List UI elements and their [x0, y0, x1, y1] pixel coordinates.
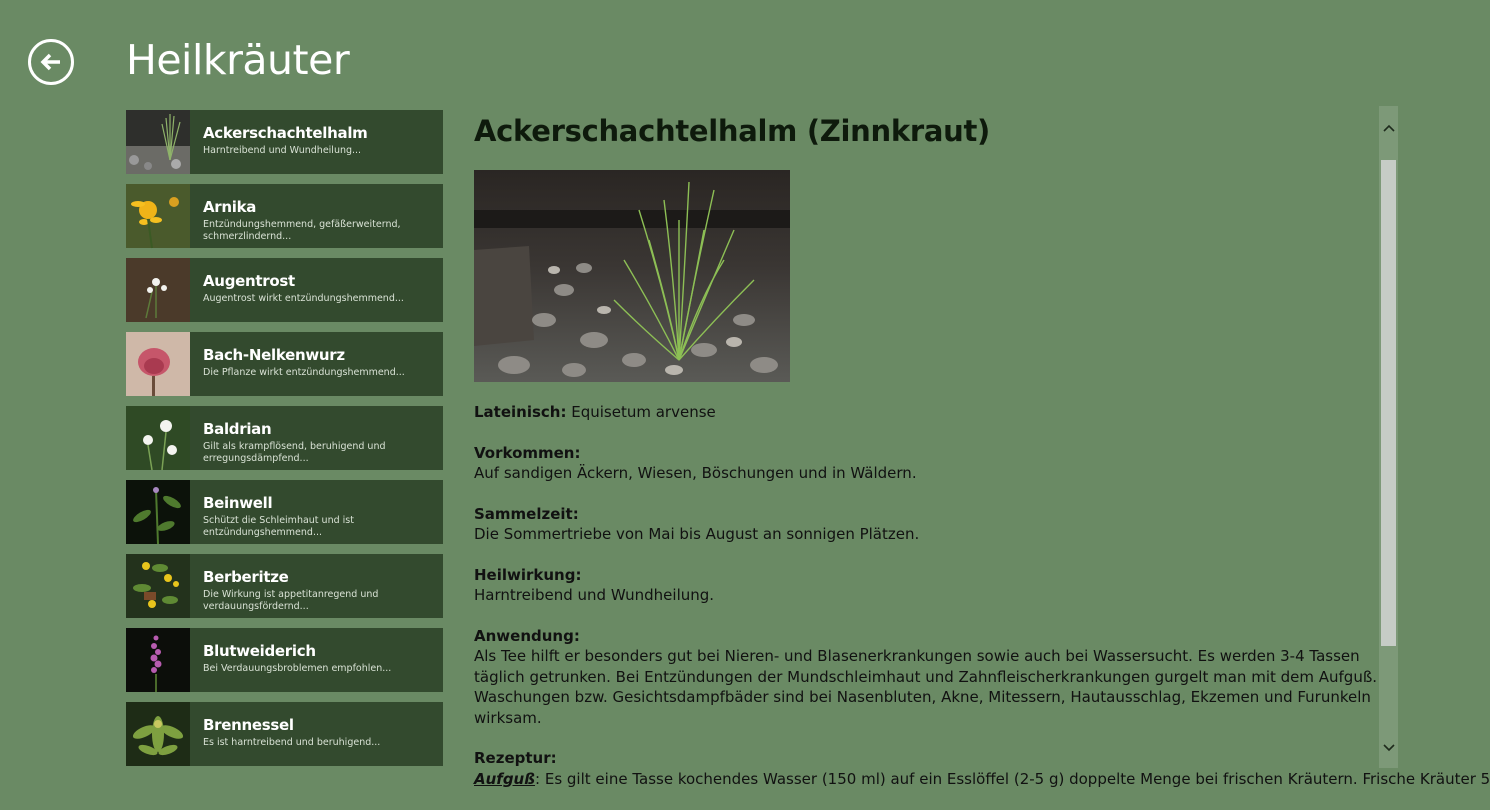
page-title: Heilkräuter [126, 36, 350, 84]
herb-description: Es ist harntreibend und beruhigend... [203, 737, 381, 748]
heilwirkung-label: Heilwirkung: [474, 565, 582, 584]
arrow-left-icon [38, 49, 64, 75]
herb-thumbnail [126, 184, 190, 248]
herb-photo [474, 170, 790, 382]
back-button[interactable] [28, 39, 74, 85]
herb-item-bach-nelkenwurz[interactable] [126, 332, 443, 396]
sammelzeit-value: Die Sommertriebe von Mai bis August an sonnigen Plätzen. [474, 525, 920, 543]
herb-item-arnika[interactable] [126, 184, 443, 248]
herb-description: Augentrost wirkt entzündungshemmend... [203, 293, 404, 304]
latin-value: Equisetum arvense [566, 403, 716, 421]
herb-description: Entzündungshemmend, gefäßerweiternd, schmerzlindernd... [203, 219, 401, 242]
herb-description: Die Pflanze wirkt entzündungshemmend... [203, 367, 405, 378]
herb-thumbnail [126, 554, 190, 618]
latin-label: Lateinisch: [474, 403, 567, 421]
herb-item-brennessel[interactable] [126, 702, 443, 766]
anwendung-value: Als Tee hilft er besonders gut bei Nieren- und Blasenerkrankungen sowie auch bei Wassersucht. Es werden 3-4 Tassen täglich getrunken. Bei Entzündungen der Mundschleimhaut und Zahnfleischerkrankungen gurgelt man mit dem Aufguß. Waschungen bzw. Gesichtsdampfbäder sind bei Nasenbluten, Akne, Mitessern, Hautausschlag, Ekzemen und Furunkeln wirksam. [474, 647, 1378, 727]
herb-name: Berberitze [203, 568, 289, 586]
detail-title: Ackerschachtelhalm (Zinnkraut) [474, 114, 990, 148]
scroll-thumb[interactable] [1381, 160, 1396, 646]
vorkommen-value: Auf sandigen Äckern, Wiesen, Böschungen und in Wäldern. [474, 464, 917, 482]
vorkommen-section [474, 443, 1380, 484]
rezeptur-section [474, 748, 1490, 789]
herb-thumbnail [126, 480, 190, 544]
herb-name: Arnika [203, 198, 257, 216]
herb-item-blutweiderich[interactable] [126, 628, 443, 692]
herb-thumbnail [126, 628, 190, 692]
rezeptur-sub-label: Aufguß [474, 769, 536, 788]
vorkommen-label: Vorkommen: [474, 443, 581, 462]
herb-item-berberitze[interactable] [126, 554, 443, 618]
herb-name: Augentrost [203, 272, 295, 290]
herb-name: Blutweiderich [203, 642, 316, 660]
rezeptur-value: : Es gilt eine Tasse kochendes Wasser (150 ml) auf ein Esslöffel (2-5 g) doppelte Menge bei frischen Kräutern. Frische Kräuter 5 [535, 769, 1490, 788]
herb-name: Ackerschachtelhalm [203, 124, 368, 142]
vertical-scrollbar[interactable] [1379, 106, 1398, 768]
herb-name: Baldrian [203, 420, 272, 438]
sammelzeit-label: Sammelzeit: [474, 504, 579, 523]
herb-thumbnail [126, 702, 190, 766]
heilwirkung-value: Harntreibend und Wundheilung. [474, 586, 715, 604]
herb-thumbnail [126, 110, 190, 174]
latin-section [474, 402, 1380, 423]
herb-thumbnail [126, 406, 190, 470]
herb-name: Brennessel [203, 716, 294, 734]
herb-thumbnail [126, 258, 190, 322]
herb-name: Beinwell [203, 494, 273, 512]
herb-description: Bei Verdauungsbroblemen empfohlen... [203, 663, 392, 674]
herb-name: Bach-Nelkenwurz [203, 346, 345, 364]
detail-panel [474, 112, 1490, 788]
herb-item-ackerschachtelhalm[interactable] [126, 110, 443, 174]
herb-item-beinwell[interactable] [126, 480, 443, 544]
herb-description: Gilt als krampflösend, beruhigend und erregungsdämpfend... [203, 441, 386, 464]
herb-item-augentrost[interactable] [126, 258, 443, 322]
anwendung-section [474, 626, 1380, 729]
herb-description: Die Wirkung ist appetitanregend und verdauungsfördernd... [203, 589, 379, 612]
herb-list [126, 110, 443, 776]
sammelzeit-section [474, 504, 1380, 545]
herb-item-baldrian[interactable] [126, 406, 443, 470]
herb-description: Harntreibend und Wundheilung... [203, 145, 362, 156]
chevron-up-icon [1383, 124, 1395, 132]
herb-thumbnail [126, 332, 190, 396]
chevron-down-icon [1383, 744, 1395, 752]
scroll-down-button[interactable] [1379, 738, 1398, 758]
herb-description: Schützt die Schleimhaut und ist entzündungshemmend... [203, 515, 354, 538]
heilwirkung-section [474, 565, 1380, 606]
scroll-up-button[interactable] [1379, 118, 1398, 138]
rezeptur-label: Rezeptur: [474, 749, 557, 767]
anwendung-label: Anwendung: [474, 626, 580, 645]
